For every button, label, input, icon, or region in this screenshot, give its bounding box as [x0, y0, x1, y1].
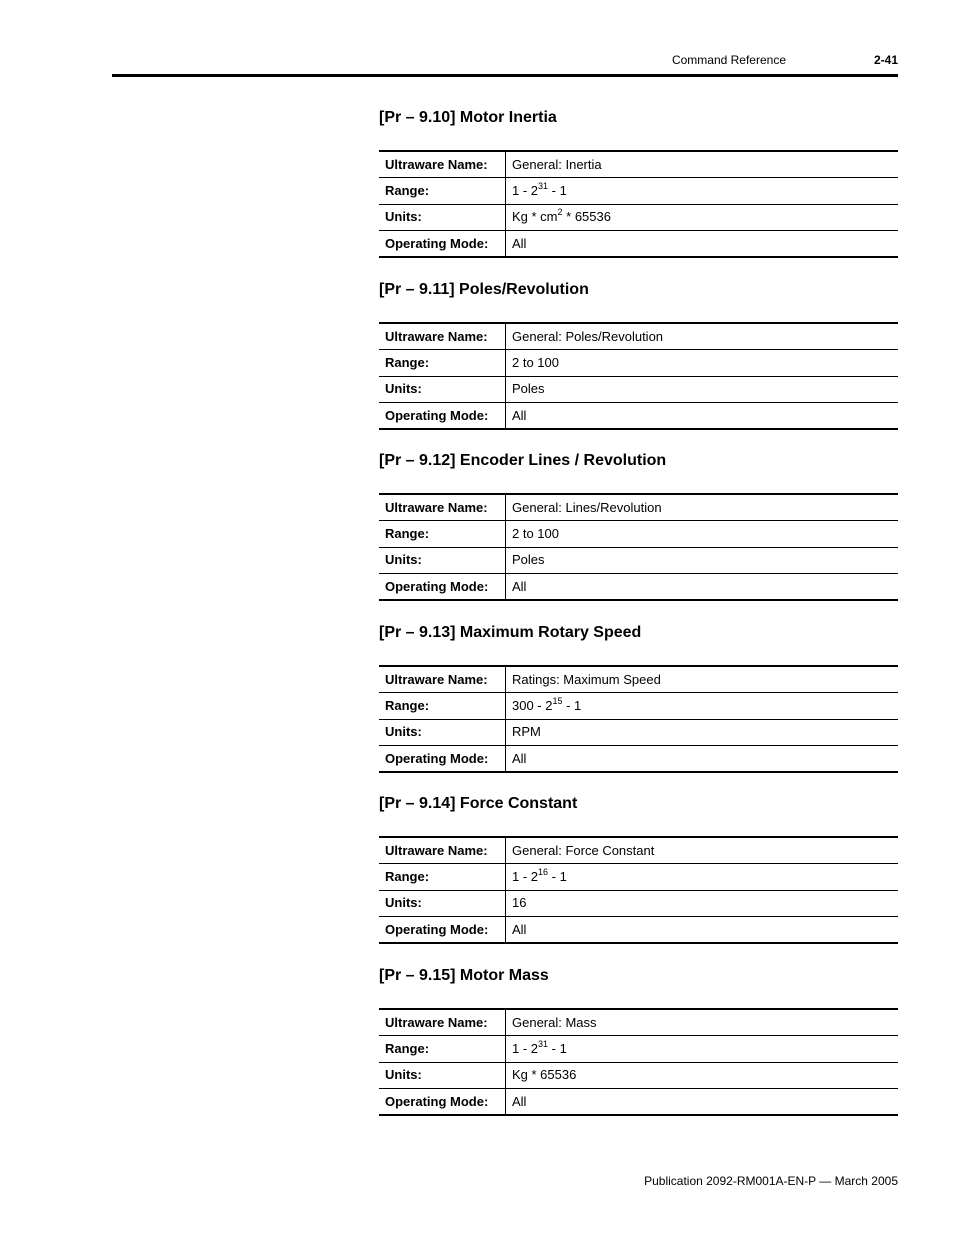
operating-mode-value: All [506, 746, 899, 773]
range-value: $1 - 2^{31} - 1$ [506, 1036, 899, 1063]
table-row [379, 547, 898, 574]
ultraware-name-label: Ultraware Name: [379, 1009, 506, 1036]
section-poles-revolution [379, 280, 898, 423]
table-row [379, 666, 898, 693]
section-encoder-lines [379, 451, 898, 594]
table-row [379, 864, 898, 891]
operating-mode-label: Operating Mode: [379, 574, 506, 601]
table-row [379, 231, 898, 258]
units-label: Units: [379, 204, 506, 231]
parameter-table [379, 1008, 898, 1116]
table-row [379, 1009, 898, 1036]
operating-mode-value: All [506, 231, 899, 258]
publication-footer: Publication 2092-RM001A-EN-P — March 2005 [644, 1174, 898, 1188]
units-value: Poles [506, 547, 899, 574]
operating-mode-value: All [506, 917, 899, 944]
range-label: Range: [379, 350, 506, 377]
units-label: Units: [379, 1062, 506, 1089]
units-value: Kg * 65536 [506, 1062, 899, 1089]
table-row [379, 837, 898, 864]
header-page-number: 2-41 [873, 53, 898, 67]
ultraware-name-label: Ultraware Name: [379, 323, 506, 350]
ultraware-name-label: Ultraware Name: [379, 151, 506, 178]
table-row [379, 693, 898, 720]
range-value: 2 to 100 [506, 521, 899, 548]
table-row [379, 746, 898, 773]
table-row [379, 151, 898, 178]
ultraware-name-label: Ultraware Name: [379, 666, 506, 693]
range-label: Range: [379, 864, 506, 891]
parameter-table [379, 665, 898, 773]
section-maximum-rotary-speed [379, 623, 898, 766]
ultraware-name-value: General: Poles/Revolution [506, 323, 899, 350]
section-title: [Pr – 9.14] Force Constant [379, 795, 578, 812]
range-value: 2 to 100 [506, 350, 899, 377]
units-label: Units: [379, 376, 506, 403]
section-title: [Pr – 9.10] Motor Inertia [379, 109, 557, 126]
table-row [379, 719, 898, 746]
units-value: Kg * $cm^2 * 65536$ [506, 204, 899, 231]
range-label: Range: [379, 1036, 506, 1063]
table-row [379, 1062, 898, 1089]
units-value: Poles [506, 376, 899, 403]
units-label: Units: [379, 890, 506, 917]
operating-mode-label: Operating Mode: [379, 231, 506, 258]
page-header [0, 50, 898, 68]
table-row [379, 204, 898, 231]
ultraware-name-value: Ratings: Maximum Speed [506, 666, 899, 693]
parameter-table [379, 322, 898, 430]
operating-mode-value: All [506, 403, 899, 430]
range-label: Range: [379, 693, 506, 720]
table-row [379, 890, 898, 917]
parameter-table [379, 493, 898, 601]
operating-mode-label: Operating Mode: [379, 917, 506, 944]
table-row [379, 917, 898, 944]
ultraware-name-value: General: Mass [506, 1009, 899, 1036]
section-title: [Pr – 9.12] Encoder Lines / Revolution [379, 452, 667, 469]
range-label: Range: [379, 178, 506, 205]
table-row [379, 574, 898, 601]
units-label: Units: [379, 719, 506, 746]
parameter-table [379, 836, 898, 944]
header-section-title: Command Reference [671, 53, 786, 67]
table-row [379, 1036, 898, 1063]
table-row [379, 376, 898, 403]
table-row [379, 178, 898, 205]
parameter-table [379, 150, 898, 258]
section-title: [Pr – 9.15] Motor Mass [379, 967, 549, 984]
ultraware-name-value: General: Inertia [506, 151, 899, 178]
header-rule [112, 74, 898, 77]
table-row [379, 350, 898, 377]
section-title: [Pr – 9.13] Maximum Rotary Speed [379, 624, 642, 641]
table-row [379, 1089, 898, 1116]
table-row [379, 323, 898, 350]
section-title: [Pr – 9.11] Poles/Revolution [379, 281, 589, 298]
units-value: RPM [506, 719, 899, 746]
table-row [379, 403, 898, 430]
ultraware-name-label: Ultraware Name: [379, 837, 506, 864]
range-value: $1 - 2^{31} - 1$ [506, 178, 899, 205]
ultraware-name-label: Ultraware Name: [379, 494, 506, 521]
section-force-constant [379, 794, 898, 937]
table-row [379, 521, 898, 548]
ultraware-name-value: General: Force Constant [506, 837, 899, 864]
operating-mode-label: Operating Mode: [379, 746, 506, 773]
operating-mode-value: All [506, 574, 899, 601]
units-label: Units: [379, 547, 506, 574]
section-motor-mass [379, 966, 898, 1109]
range-label: Range: [379, 521, 506, 548]
range-value: $300 - 2^{15} - 1$ [506, 693, 899, 720]
operating-mode-value: All [506, 1089, 899, 1116]
table-row [379, 494, 898, 521]
ultraware-name-value: General: Lines/Revolution [506, 494, 899, 521]
operating-mode-label: Operating Mode: [379, 403, 506, 430]
section-motor-inertia [379, 108, 898, 251]
operating-mode-label: Operating Mode: [379, 1089, 506, 1116]
units-value: 16 [506, 890, 899, 917]
range-value: $1 - 2^{16} - 1$ [506, 864, 899, 891]
